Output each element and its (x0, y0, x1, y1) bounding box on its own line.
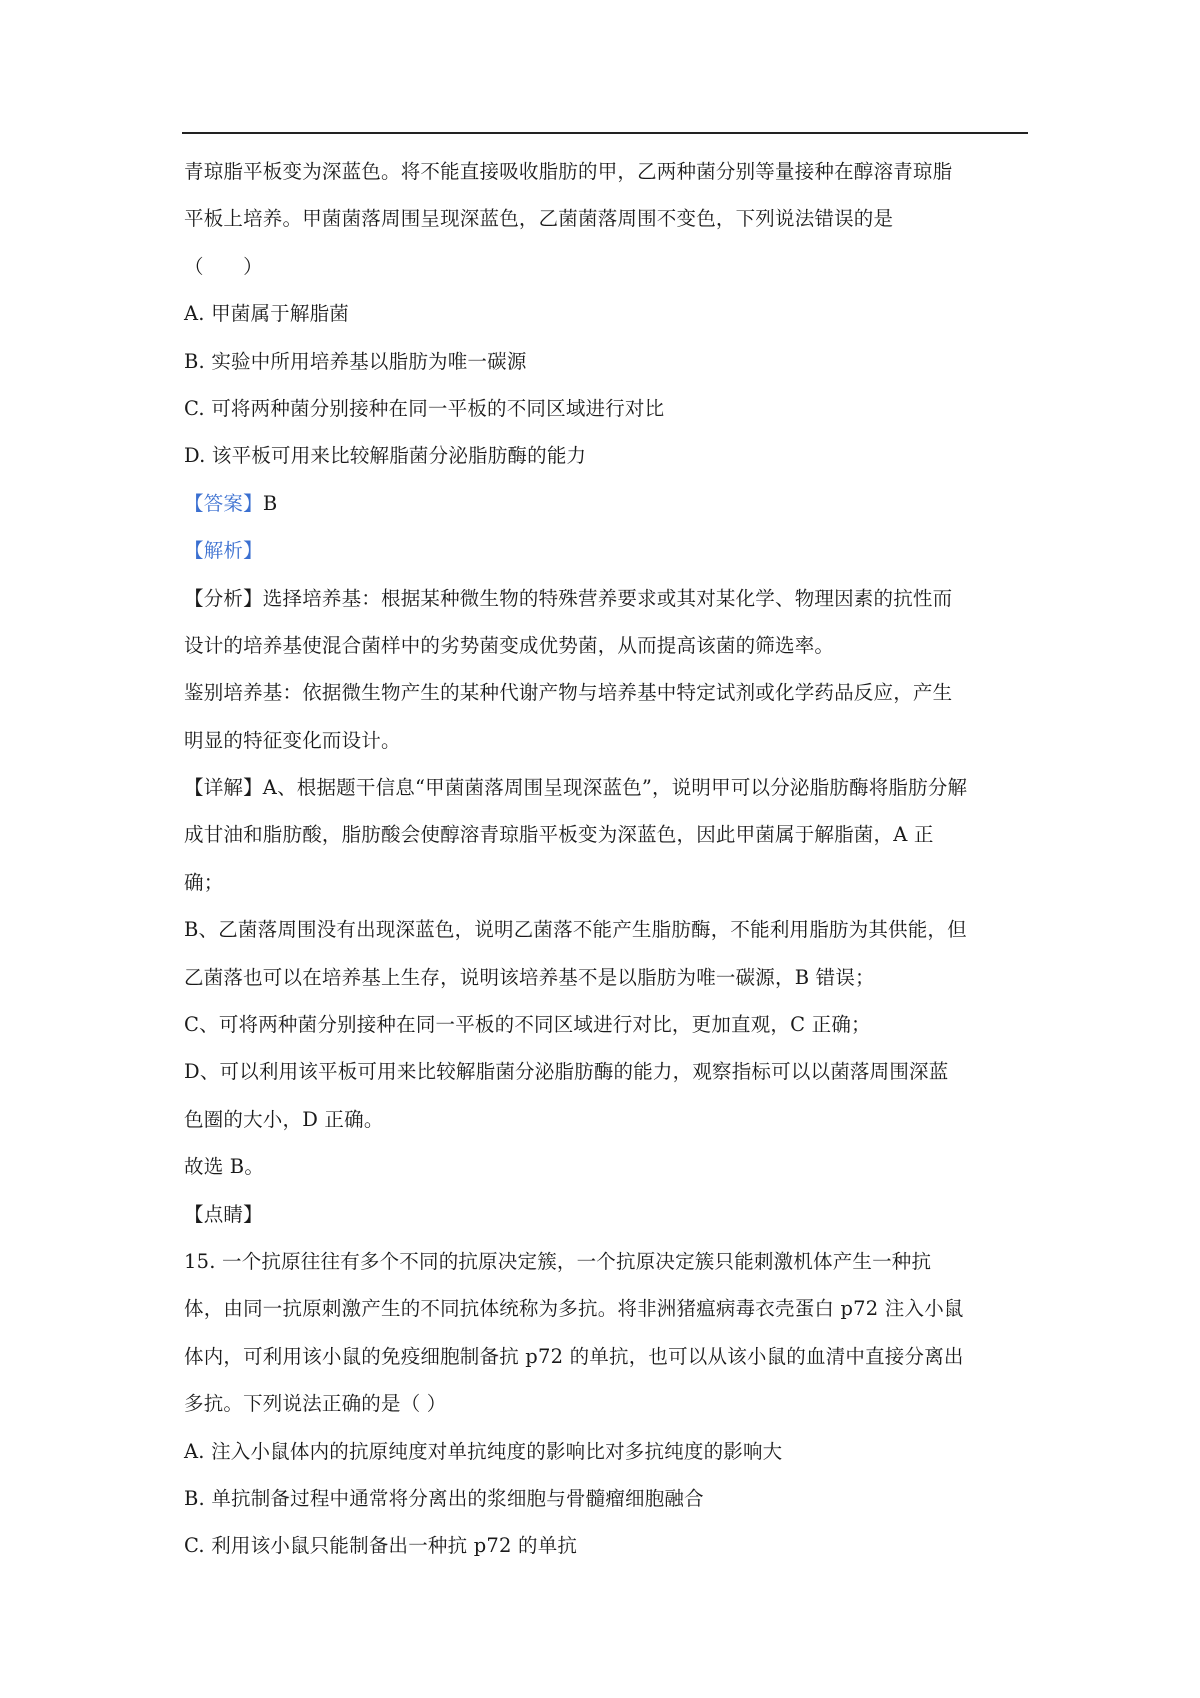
q14-stem-line: 平板上培养。甲菌菌落周围呈现深蓝色，乙菌菌落周围不变色，下列说法错误的是 (184, 207, 894, 231)
q15-stem-line: 体，由同一抗原刺激产生的不同抗体统称为多抗。将非洲猪瘟病毒衣壳蛋白 p72 注入小鼠 (184, 1297, 964, 1321)
q14-option-b: B. 实验中所用培养基以脂肪为唯一碳源 (184, 349, 527, 373)
detail-line: 色圈的大小，D 正确。 (184, 1107, 384, 1131)
analysis-line: 【分析】选择培养基：根据某种微生物的特殊营养要求或其对某化学、物理因素的抗性而 (184, 586, 953, 610)
q14-option-c: C. 可将两种菌分别接种在同一平板的不同区域进行对比 (184, 396, 665, 420)
q15-option-b: B. 单抗制备过程中通常将分离出的浆细胞与骨髓瘤细胞融合 (184, 1486, 704, 1510)
q15-stem-line: 体内，可利用该小鼠的免疫细胞制备抗 p72 的单抗，也可以从该小鼠的血清中直接分离出 (184, 1344, 964, 1368)
detail-line: 成甘油和脂肪酸，脂肪酸会使醇溶青琼脂平板变为深蓝色，因此甲菌属于解脂菌，A 正 (184, 823, 934, 847)
q15-option-c: C. 利用该小鼠只能制备出一种抗 p72 的单抗 (184, 1534, 578, 1558)
q14-option-d: D. 该平板可用来比较解脂菌分泌脂肪酶的能力 (184, 444, 587, 468)
detail-line: 乙菌落也可以在培养基上生存，说明该培养基不是以脂肪为唯一碳源，B 错误； (184, 965, 875, 989)
analysis-tag: 【解析】 (184, 539, 263, 563)
analysis-line: 明显的特征变化而设计。 (184, 728, 401, 752)
detail-line: B、乙菌落周围没有出现深蓝色，说明乙菌落不能产生脂肪酶，不能利用脂肪为其供能，但 (184, 918, 967, 942)
q14-answer-bracket: （ ） (184, 254, 263, 278)
q14-option-a: A. 甲菌属于解脂菌 (184, 302, 349, 326)
q14-answer (184, 480, 1030, 527)
q14-stem-line: 青琼脂平板变为深蓝色。将不能直接吸收脂肪的甲，乙两种菌分别等量接种在醇溶青琼脂 (184, 160, 953, 183)
detail-line: D、可以利用该平板可用来比较解脂菌分泌脂肪酶的能力，观察指标可以以菌落周围深蓝 (184, 1060, 949, 1084)
header-rule (182, 132, 1028, 134)
page-content (184, 148, 1030, 1570)
detail-line: 确； (184, 870, 224, 894)
detail-line: 故选 B。 (184, 1155, 265, 1179)
q15-stem-line: 多抗。下列说法正确的是（ ） (184, 1392, 447, 1416)
comment-tag: 【点睛】 (184, 1202, 263, 1226)
q15-stem-line: 15. 一个抗原往往有多个不同的抗原决定簇，一个抗原决定簇只能刺激机体产生一种抗 (184, 1249, 932, 1273)
analysis-line: 鉴别培养基：依据微生物产生的某种代谢产物与培养基中特定试剂或化学药品反应，产生 (184, 681, 953, 705)
answer-value: B (262, 491, 278, 515)
detail-line: C、可将两种菌分别接种在同一平板的不同区域进行对比，更加直观，C 正确； (184, 1013, 871, 1037)
analysis-line: 设计的培养基使混合菌样中的劣势菌变成优势菌，从而提高该菌的筛选率。 (184, 633, 835, 657)
detail-line: 【详解】A、根据题干信息“甲菌菌落周围呈现深蓝色”，说明甲可以分泌脂肪酶将脂肪分解 (184, 776, 968, 800)
answer-tag: 【答案】 (184, 491, 263, 515)
q15-option-a: A. 注入小鼠体内的抗原纯度对单抗纯度的影响比对多抗纯度的影响大 (184, 1439, 783, 1463)
